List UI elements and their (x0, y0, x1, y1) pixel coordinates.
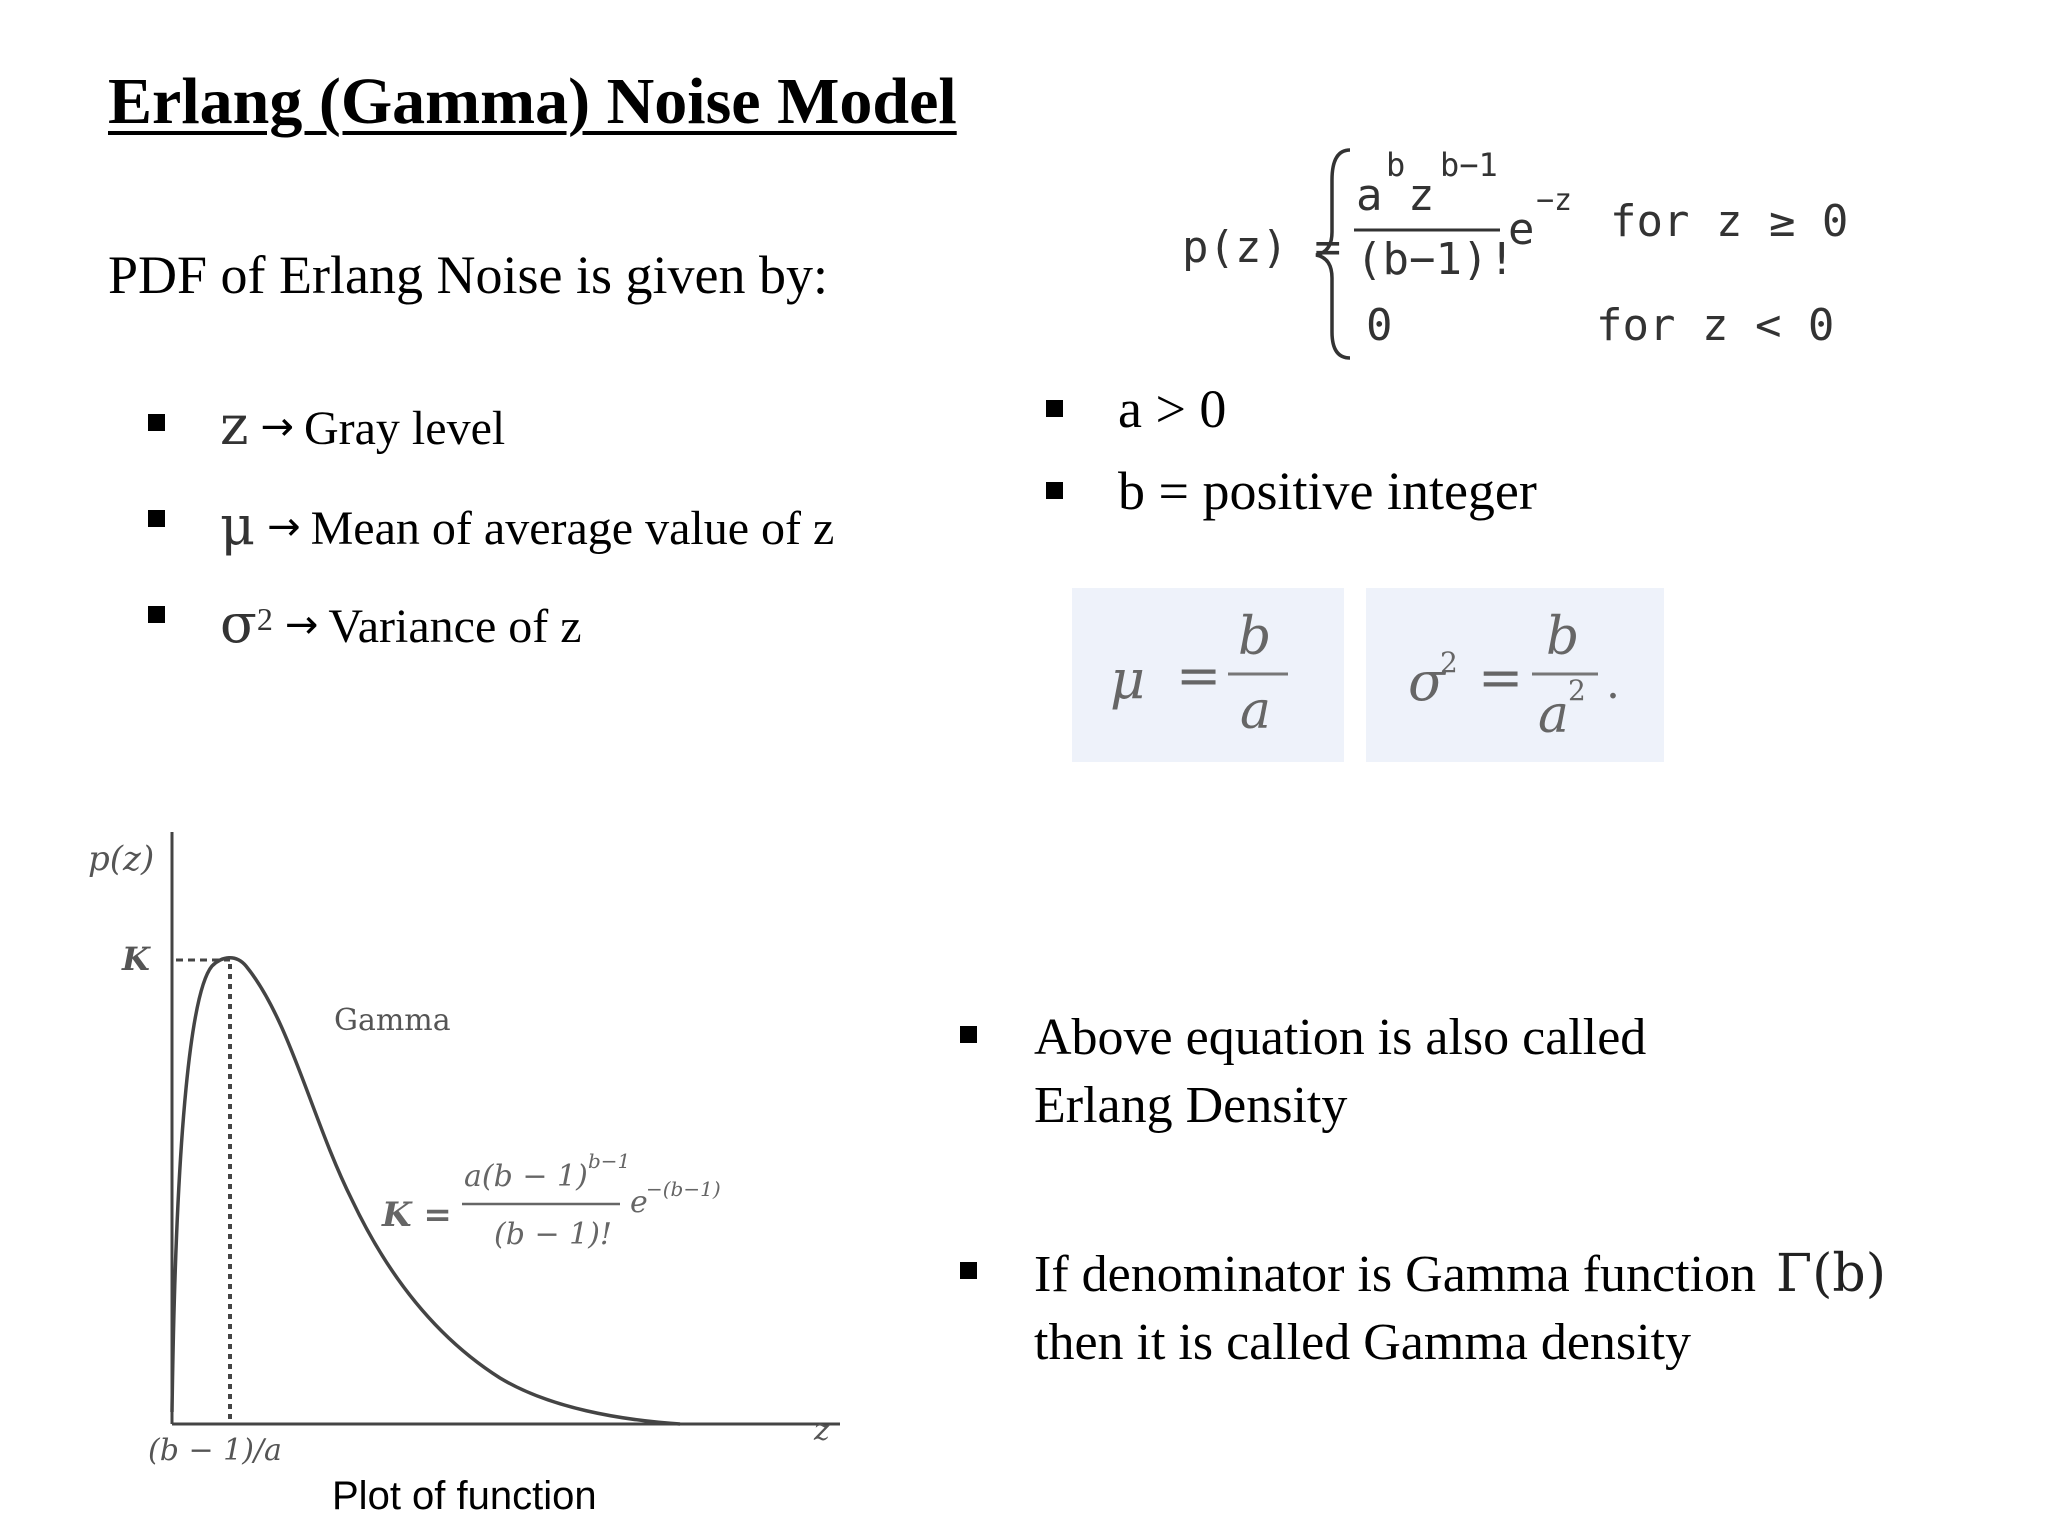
intro-text: PDF of Erlang Noise is given by: (108, 245, 828, 305)
variance-denominator: a (1538, 685, 1570, 745)
plot-caption: Plot of function (332, 1474, 597, 1518)
k-formula-exp-sup: −(b−1) (646, 1177, 721, 1201)
variance-formula (1366, 588, 1664, 762)
bullet-text: Mean of average value of z (310, 502, 835, 555)
variance-dot: . (1606, 658, 1620, 709)
pdf-num-z: z (1408, 170, 1435, 221)
pdf-case2-value: 0 (1366, 300, 1393, 351)
peak-label: K (122, 940, 150, 978)
pdf-exp-b: b (1386, 146, 1406, 184)
arrow-icon: → (260, 404, 294, 450)
bullet-text: Gray level (303, 402, 506, 455)
mean-denominator: a (1240, 681, 1272, 741)
bullet-text: Variance of z (328, 600, 582, 653)
bullet-text: b = positive integer (1118, 461, 1537, 521)
bullet-square (148, 510, 165, 527)
mean-lhs: μ (1110, 648, 1146, 711)
mean-formula (1072, 588, 1344, 762)
variance-equals: = (1478, 646, 1524, 709)
note-line-2: Erlang Density (1034, 1077, 1348, 1134)
slide-title: Erlang (Gamma) Noise Model (108, 65, 957, 138)
note-line-1: If denominator is Gamma function (1034, 1246, 1757, 1303)
k-formula-numerator-exponent: b−1 (588, 1149, 631, 1173)
note-line-2: then it is called Gamma density (1034, 1314, 1692, 1371)
k-formula-denominator: (b − 1)! (494, 1217, 612, 1252)
variance-lhs: σ (1408, 650, 1445, 713)
symbol-mu: μ (220, 494, 256, 557)
variance-numerator: b (1546, 607, 1580, 667)
pdf-lhs: p(z) = (1182, 222, 1341, 273)
bullet-square (148, 606, 165, 623)
k-formula (381, 1149, 721, 1252)
bullet-text: a > 0 (1118, 379, 1227, 439)
pdf-equation (1170, 140, 1849, 370)
bullet-square (1046, 482, 1063, 499)
bullet-square (148, 414, 165, 431)
pdf-num-a: a (1356, 170, 1383, 221)
pdf-exp-b-minus-1: b−1 (1440, 146, 1498, 184)
pdf-exp-neg-z: −z (1536, 183, 1573, 218)
bullet-square (960, 1262, 977, 1279)
symbol-z: z (220, 394, 249, 457)
variance-denominator-exponent: 2 (1568, 674, 1586, 707)
curve-label: Gamma (334, 1003, 451, 1038)
bullet-square (960, 1026, 977, 1043)
x-axis-label: z (814, 1413, 830, 1448)
k-formula-lhs: K = (382, 1195, 452, 1235)
pdf-denominator: (b−1)! (1356, 234, 1515, 285)
k-formula-numerator: a(b − 1) (464, 1159, 588, 1194)
mean-numerator: b (1238, 607, 1272, 667)
gamma-function-symbol: Γ(b) (1776, 1244, 1886, 1304)
x-peak-label: (b − 1)/a (148, 1433, 282, 1468)
bullet-square (1046, 400, 1063, 417)
y-axis-label: p(z) (88, 839, 155, 879)
pdf-case2-cond: for z < 0 (1596, 300, 1835, 351)
pdf-exp-e: e (1508, 204, 1535, 255)
symbol-sigma-exponent: 2 (256, 600, 273, 637)
symbol-sigma: σ (220, 592, 257, 655)
pdf-case1-cond: for z ≥ 0 (1610, 196, 1849, 247)
variance-lhs-exponent: 2 (1440, 646, 1458, 679)
arrow-icon: → (267, 504, 301, 550)
k-formula-exp: e (630, 1185, 648, 1220)
gamma-plot (80, 820, 860, 1480)
note-line-1: Above equation is also called (1034, 1009, 1647, 1066)
arrow-icon: → (284, 602, 319, 648)
mean-equals: = (1176, 644, 1222, 707)
